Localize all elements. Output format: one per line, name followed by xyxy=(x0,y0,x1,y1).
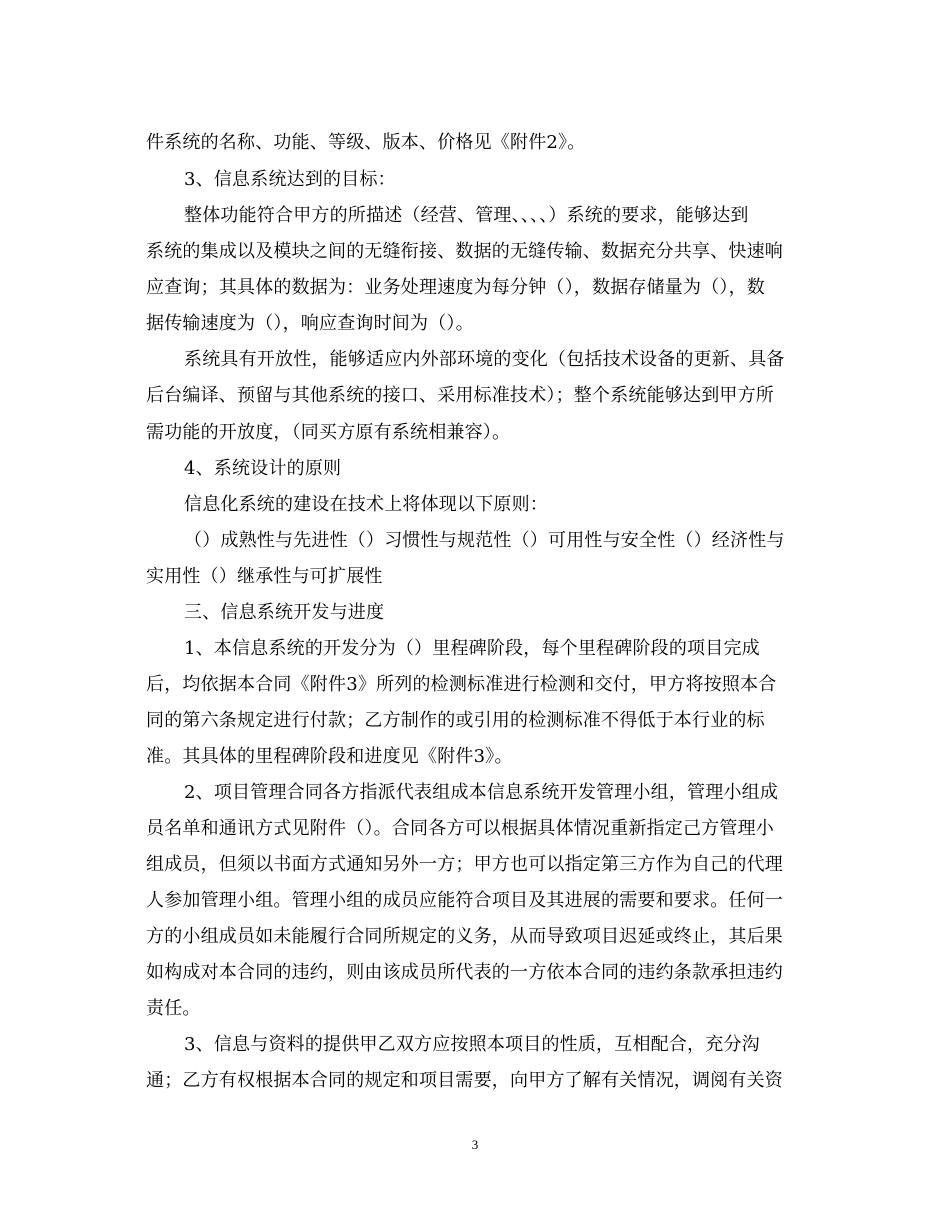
text-line: 组成员，但须以书面方式通知另外一方；甲方也可以指定第三方作为自己的代理 xyxy=(146,854,783,875)
text-line: 通；乙方有权根据本合同的规定和项目需要，向甲方了解有关情况，调阅有关资 xyxy=(146,1070,783,1091)
page-number: 3 xyxy=(471,1137,479,1152)
text-line: 信息化系统的建设在技术上将体现以下原则： xyxy=(184,494,548,515)
text-line: 实用性（）继承性与可扩展性 xyxy=(146,566,383,587)
text-line: 员名单和通讯方式见附件（）。合同各方可以根据具体情况重新指定己方管理小 xyxy=(146,818,774,839)
section-heading: 三、信息系统开发与进度 xyxy=(184,602,385,623)
text-line: 需功能的开放度，（同买方原有系统相兼容）。 xyxy=(146,422,511,443)
text-line: 责任。 xyxy=(146,998,201,1019)
text-line: 同的第六条规定进行付款；乙方制作的或引用的检测标准不得低于本行业的标 xyxy=(146,710,765,731)
text-line: 系统的集成以及模块之间的无缝衔接、数据的无缝传输、数据充分共享、快速响 xyxy=(146,241,783,262)
text-line: 系统具有开放性，能够适应内外部环境的变化（包括技术设备的更新、具备 xyxy=(184,349,785,370)
text-line: 后，均依据本合同《附件3》所列的检测标准进行检测和交付，甲方将按照本合 xyxy=(146,674,777,695)
text-line: 准。其具体的里程碑阶段和进度见《附件3》。 xyxy=(146,746,513,767)
text-line: 3、信息与资料的提供甲乙双方应按照本项目的性质，互相配合，充分沟 xyxy=(184,1034,760,1055)
text-line: 1、本信息系统的开发分为（）里程碑阶段，每个里程碑阶段的项目完成 xyxy=(184,638,760,659)
section-heading: 4、系统设计的原则 xyxy=(184,458,342,479)
text-line: 2、项目管理合同各方指派代表组成本信息系统开发管理小组，管理小组成 xyxy=(184,782,779,803)
text-line: 应查询；其具体的数据为：业务处理速度为每分钟（），数据存储量为（），数 xyxy=(146,277,765,298)
text-line: 据传输速度为（），响应查询时间为（）。 xyxy=(146,313,474,334)
text-line: 整体功能符合甲方的所描述（经营、管理、、、、）系统的要求，能够达到 xyxy=(184,205,749,226)
text-line: 方的小组成员如未能履行合同所规定的义务，从而导致项目迟延或终止，其后果 xyxy=(146,926,783,947)
text-line: 件系统的名称、功能、等级、版本、价格见《附件2》。 xyxy=(146,132,586,153)
text-line: 后台编译、预留与其他系统的接口、采用标准技术）；整个系统能够达到甲方所 xyxy=(146,385,774,406)
text-line: 人参加管理小组。管理小组的成员应能符合项目及其进展的需要和要求。任何一 xyxy=(146,890,783,911)
section-heading: 3、信息系统达到的目标： xyxy=(184,169,396,190)
text-line: （）成熟性与先进性（）习惯性与规范性（）可用性与安全性（）经济性与 xyxy=(184,530,785,551)
text-line: 如构成对本合同的违约，则由该成员所代表的一方依本合同的违约条款承担违约 xyxy=(146,962,783,983)
